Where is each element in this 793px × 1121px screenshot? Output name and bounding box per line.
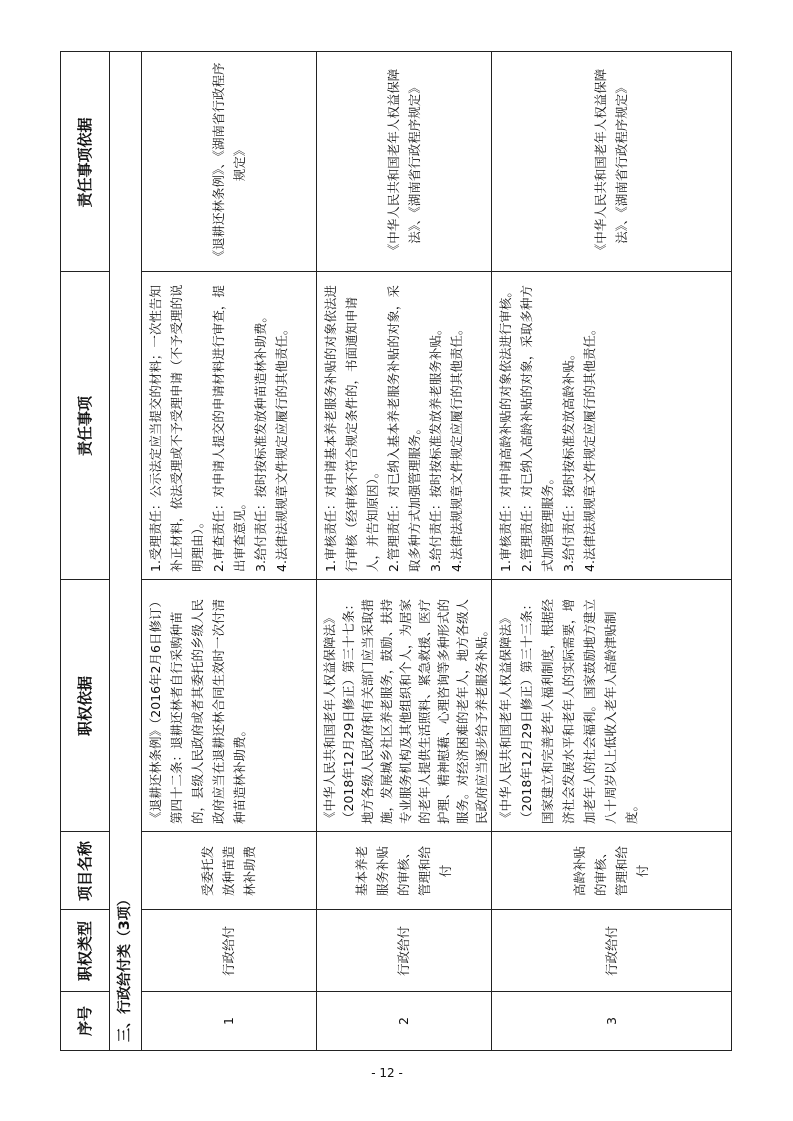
duty-line: 1.审核责任：对申请基本养老服务补贴的对象依法进行审核（经审核不符合规定条件的，书面通知申请人，并告知原因）。 [323,285,380,572]
row-2-item-name: 基本养老服务补贴的审核、管理和给付 [354,846,453,897]
duty-line: 1.审核责任：对申请高龄补贴的对象依法进行审核。 [498,285,513,572]
row-1-power-type: 行政给付 [221,926,236,977]
row-3-item-name: 高龄补贴的审核、管理和给付 [572,846,650,897]
row-1-item-name: 受委托发放种苗造林补助费 [200,846,257,897]
responsibility-table [60,51,732,1051]
duty-line: 3.给付责任：按时按标准发放养老服务补贴。 [428,322,443,572]
duty-line: 2.管理责任：对已纳入基本养老服务补贴的对象，采取多种方式加强管理服务。 [386,285,422,572]
header-duty-basis: 责任事项依据 [75,117,94,208]
header-no: 序号 [75,1006,94,1037]
row-3-power-type: 行政给付 [603,926,619,977]
row-3-duties [491,272,731,580]
duty-line: 3.给付责任：按时按标准发放高龄补贴。 [561,347,576,572]
row-2-duty-basis: 《中华人民共和国老年人权益保障法》、《湖南省行政程序规定》 [385,68,422,257]
row-1-basis: 《退耕还林条例》（2016年2月6日修订）第四十二条：退耕还林者自行采购种苗的，县级人民政府或者其委托的乡级人民政府应当在退耕还林合同生效时一次付清种苗造林补助费。 [148,595,247,824]
duty-line: 2.管理责任：对已纳入高龄补贴的对象，采取多种方式加强管理服务。 [519,285,555,572]
row-1-duty-basis: 《退耕还林条例》、《湖南省行政程序规定》 [210,62,247,263]
section-title: 三、行政给付类（3项） [116,892,133,1042]
duty-line: 4.法律法规规章文件规定应履行的其他责任。 [274,322,289,572]
header-item-name: 项目名称 [75,841,94,902]
duty-line: 4.法律法规规章文件规定应履行的其他责任。 [449,322,464,572]
row-3-no: 3 [603,1017,619,1025]
duty-line: 3.给付责任：按时按标准发放种苗造林补助费。 [253,310,268,572]
header-duties: 责任事项 [75,396,94,457]
row-1-duties [141,272,316,580]
page-number: - 12 - [371,1066,403,1081]
row-2-duties [316,272,491,580]
duty-line: 2.审查责任：对申请人提交的申请材料进行审查，提出审查意见。 [211,285,247,572]
duty-line: 1.受理责任：公示法定应当提交的材料；一次性告知补正材料，依法受理或不予受理申请（不予受理的说明理由）。 [148,284,205,572]
header-power-type: 职权类型 [75,921,94,982]
row-2-basis: 《中华人民共和国老年人权益保障法》（2018年12月29日修正）第三十七条：地方各级人民政府和有关部门应当采取措施，发展城乡社区养老服务，鼓励、扶持专业服务机构及其他组织和个人，为居家的老年人提供生活照料、紧急救援、医疗护理、精神慰藉、心理咨询等多种形式的服务。对经济困难的老年人，地方各级人民政府应当逐步给予养老服务补贴。 [322,597,489,824]
duty-line: 4.法律法规规章文件规定应履行的其他责任。 [582,322,597,572]
row-1-no: 1 [221,1017,236,1025]
row-3-duty-basis: 《中华人民共和国老年人权益保障法》、《湖南省行政程序规定》 [593,68,629,257]
row-2-power-type: 行政给付 [396,926,411,977]
row-2-no: 2 [396,1017,411,1025]
header-basis: 职权依据 [75,676,94,737]
row-3-basis: 《中华人民共和国老年人权益保障法》（2018年12月29日修正）第三十三条：国家建立和完善老年人福利制度，根据经济社会发展水平和老年人的实际需要，增加老年人的社会福利。国家鼓励地方建立八十周岁以上低收入老年人高龄津贴制度。 [498,597,639,824]
